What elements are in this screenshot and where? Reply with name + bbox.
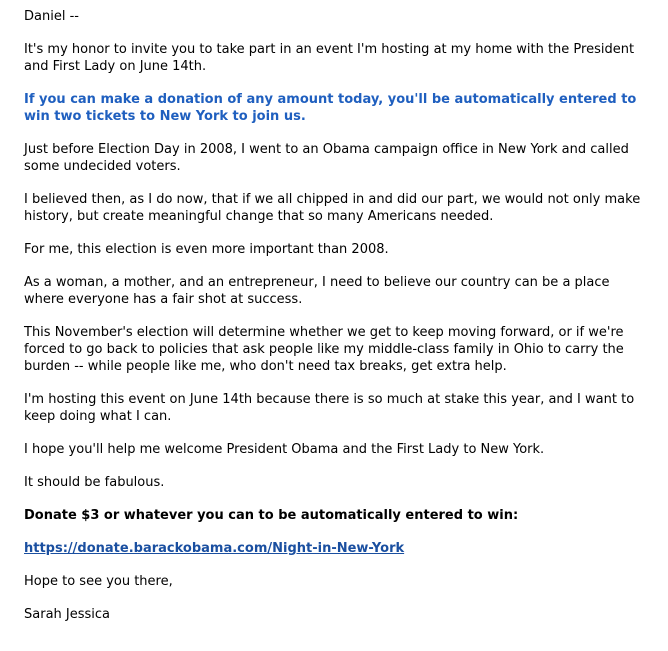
paragraph-welcome: I hope you'll help me welcome President Obama and the First Lady to New York. — [24, 442, 545, 457]
signature: Sarah Jessica — [24, 607, 111, 622]
link-paragraph — [24, 540, 652, 557]
paragraph-november: This November's election will determine whether we get to keep moving forward, or if we're forced to go back to policies that ask people like my middle-class family in Ohio to carry the burden -- while people like me, who don't need tax breaks, get extra help. — [24, 325, 624, 374]
paragraph-woman-mother: As a woman, a mother, and an entrepreneur, I need to believe our country can be a place where everyone has a fair shot at success. — [24, 275, 610, 307]
donate-cta: Donate $3 or whatever you can to be automatically entered to win: — [24, 508, 519, 523]
donate-link[interactable]: https://donate.barackobama.com/Night-in-New-York — [24, 541, 405, 556]
paragraph-invitation: It's my honor to invite you to take part in an event I'm hosting at my home with the President and First Lady on June 14th. — [24, 42, 635, 74]
greeting: Daniel -- — [24, 9, 79, 24]
paragraph-hosting: I'm hosting this event on June 14th because there is so much at stake this year, and I want to keep doing what I can. — [24, 392, 635, 424]
paragraph-belief: I believed then, as I do now, that if we all chipped in and did our part, we would not only make history, but create meaningful change that so many Americans needed. — [24, 192, 641, 224]
paragraph-importance: For me, this election is even more important than 2008. — [24, 242, 389, 257]
paragraph-fabulous: It should be fabulous. — [24, 475, 165, 490]
closing: Hope to see you there, — [24, 574, 173, 589]
paragraph-donation-highlight: If you can make a donation of any amount today, you'll be automatically entered to win two tickets to New York to join us. — [24, 92, 637, 124]
paragraph-election-day: Just before Election Day in 2008, I went to an Obama campaign office in New York and called some undecided voters. — [24, 142, 629, 174]
